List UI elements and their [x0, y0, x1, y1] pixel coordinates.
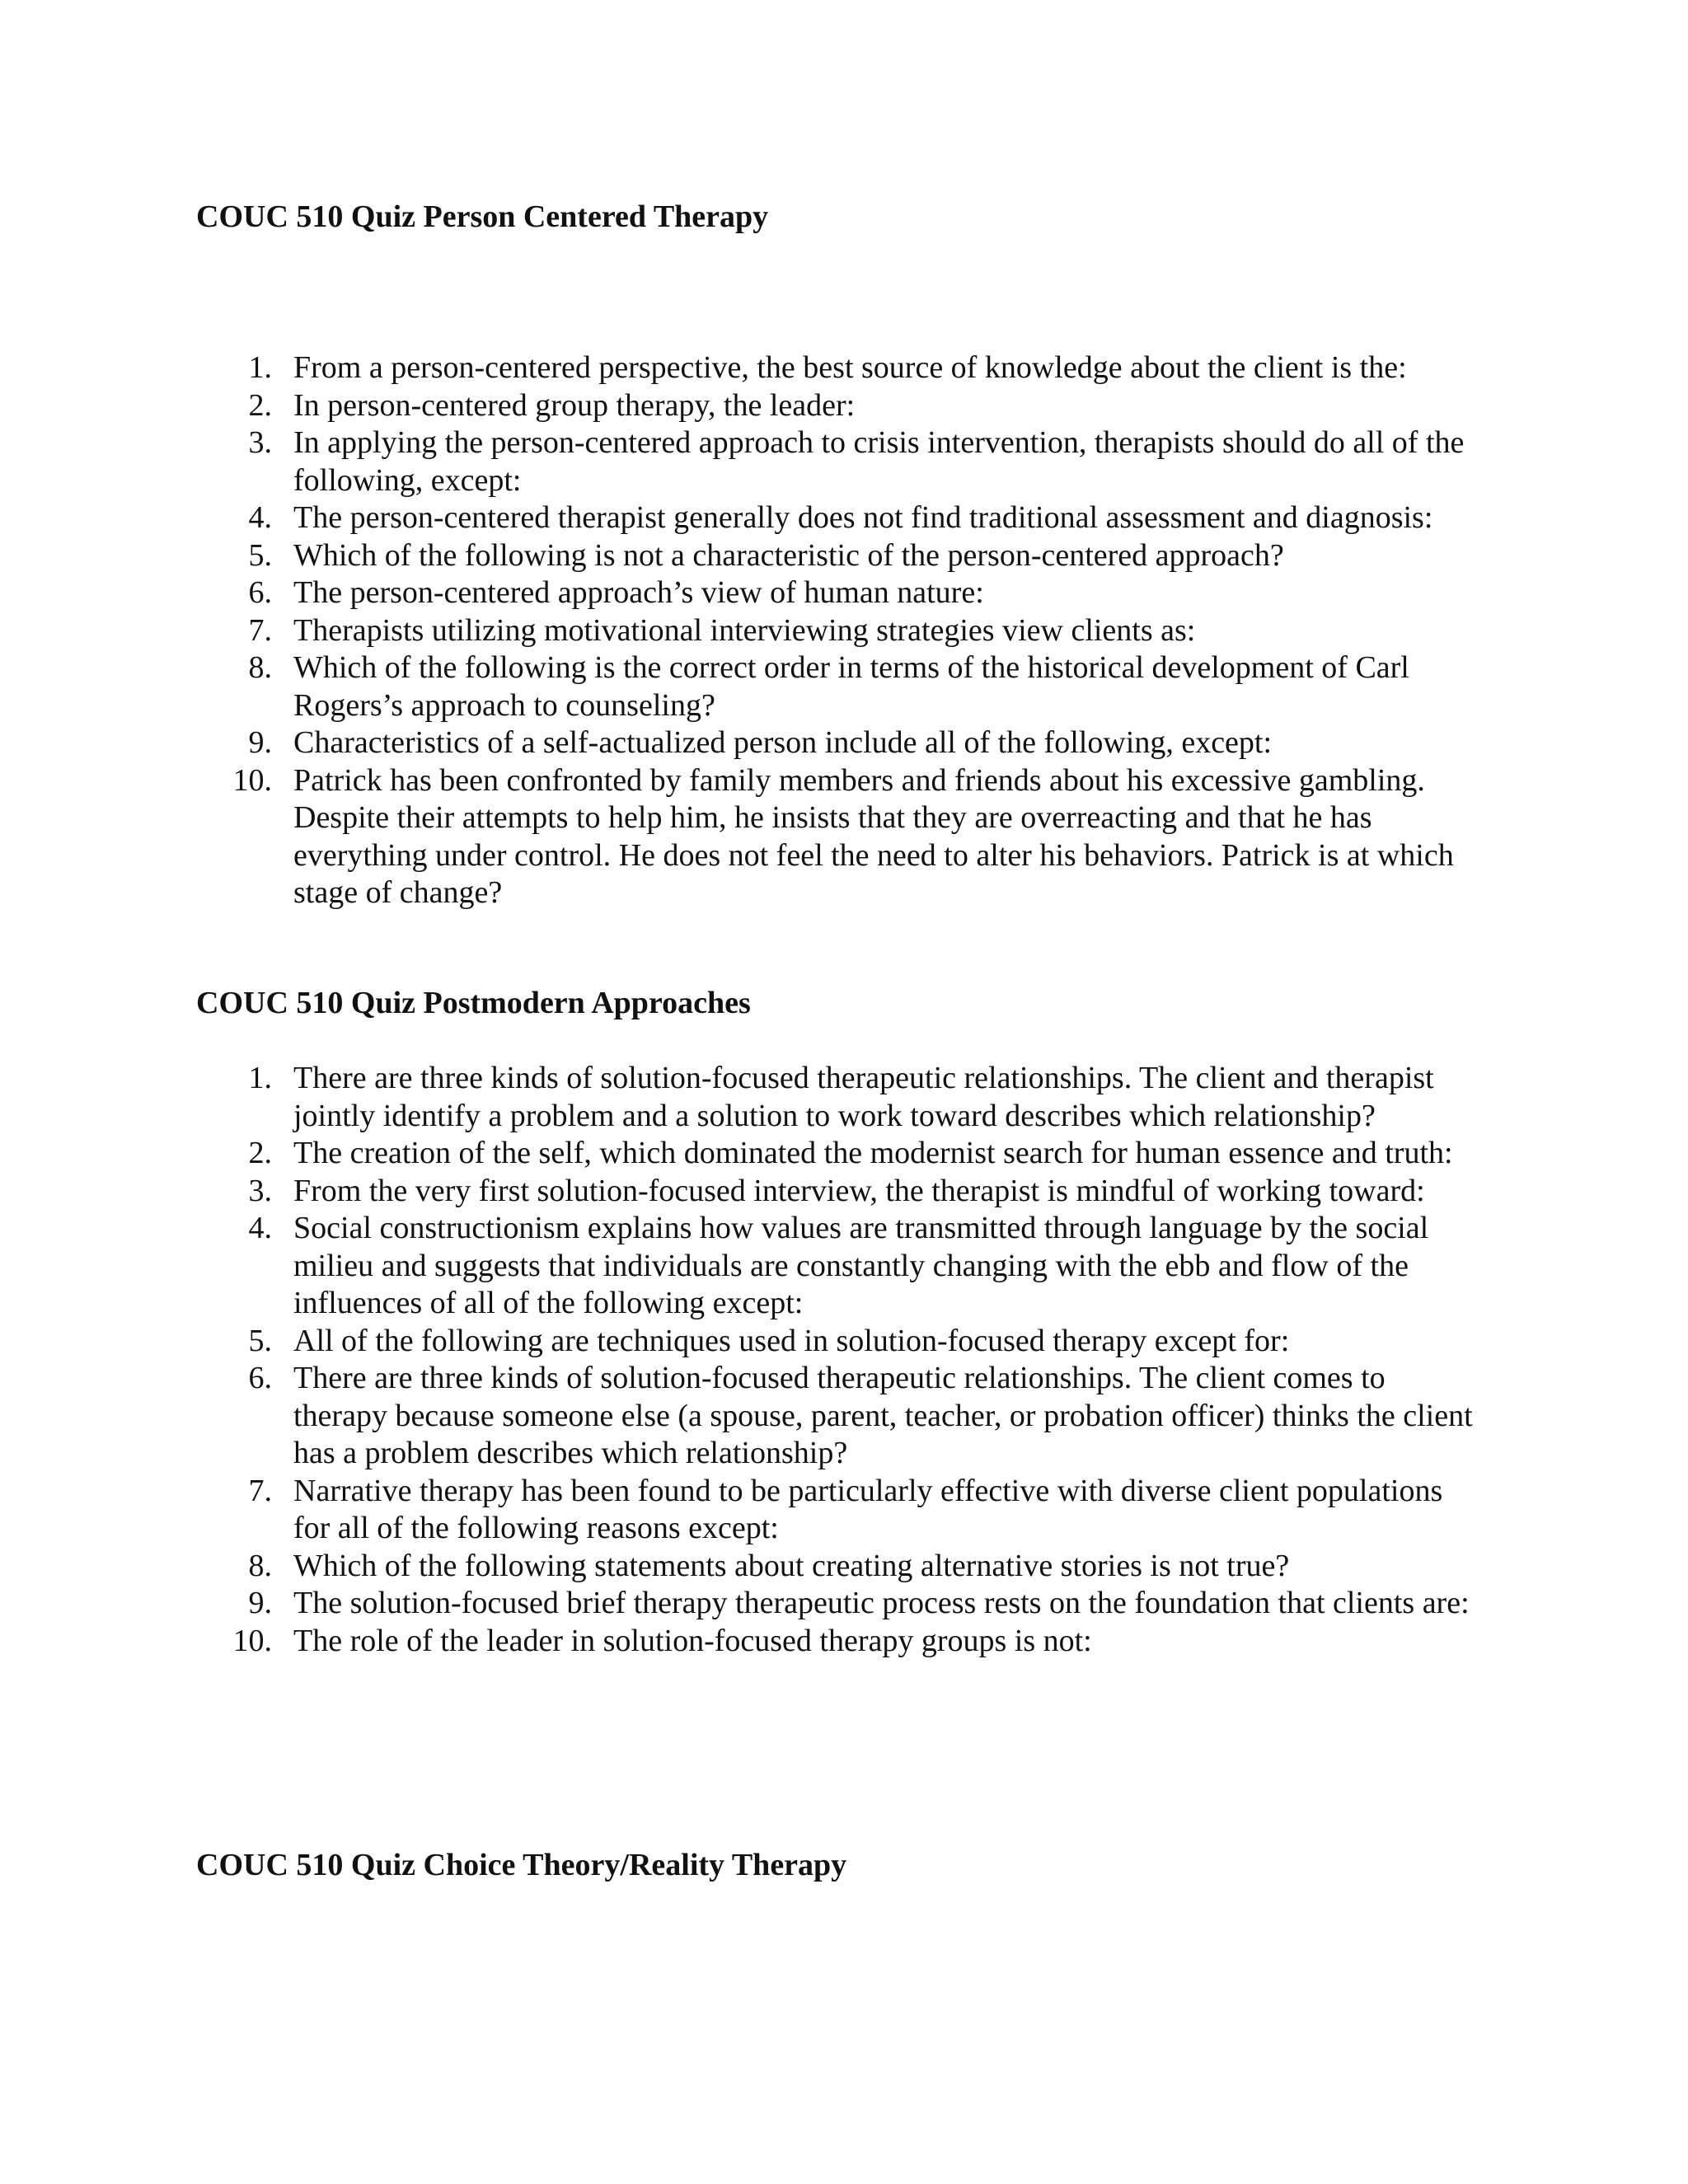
question-item	[0, 1323, 1688, 1361]
question-text: The creation of the self, which dominated the modernist search for human essence and truth:	[293, 1136, 1453, 1170]
question-text: Which of the following is not a characteristic of the person-centered approach?	[293, 537, 1284, 573]
question-item	[0, 499, 1688, 537]
question-item	[0, 387, 1688, 425]
question-item	[0, 537, 1688, 575]
question-item	[0, 1135, 1688, 1173]
question-number: 5.	[248, 1323, 272, 1358]
question-text: There are three kinds of solution-focused therapeutic relationships. The client comes to therapy because someone else (a spouse, parent, teacher, or probation officer) thinks the client has a problem describes which relationship?	[293, 1361, 1473, 1470]
question-text: Characteristics of a self-actualized person include all of the following, except:	[293, 725, 1273, 760]
question-item	[0, 724, 1688, 762]
question-text: Narrative therapy has been found to be particularly effective with diverse client populations for all of the following reasons except:	[293, 1473, 1443, 1545]
question-text: There are three kinds of solution-focused therapeutic relationships. The client and therapist jointly identify a problem and a solution to work toward describes which relationship?	[293, 1061, 1434, 1133]
question-text: In applying the person-centered approach to crisis intervention, therapists should do all of the following, except:	[293, 425, 1465, 498]
question-text: The role of the leader in solution-focused therapy groups is not:	[293, 1623, 1092, 1658]
question-number: 6.	[248, 1361, 272, 1395]
question-number: 4.	[248, 500, 272, 535]
question-list-postmodern	[0, 1060, 1688, 1660]
question-number: 2.	[248, 387, 272, 423]
section-title-postmodern: COUC 510 Quiz Postmodern Approaches	[196, 986, 751, 1020]
question-number: 1.	[248, 350, 272, 385]
question-item	[0, 1548, 1688, 1586]
question-number: 2.	[248, 1136, 272, 1170]
question-item	[0, 612, 1688, 650]
question-text: Social constructionism explains how values are transmitted through language by the social milieu and suggests that individuals are constantly changing with the ebb and flow of the influences of all of the following except:	[293, 1211, 1429, 1320]
question-number: 5.	[248, 537, 272, 573]
question-text: The person-centered therapist generally does not find traditional assessment and diagnosis:	[293, 500, 1433, 535]
question-text: Which of the following statements about creating alternative stories is not true?	[293, 1548, 1290, 1583]
question-number: 3.	[248, 425, 272, 460]
question-item	[0, 1060, 1688, 1135]
question-item	[0, 1473, 1688, 1548]
question-item	[0, 1585, 1688, 1623]
question-number: 3.	[248, 1173, 272, 1208]
question-text: Patrick has been confronted by family members and friends about his excessive gambling. Despite their attempts to help him, he insists that they are overreacting and that he has everything under control. He does not feel the need to alter his behaviors. Patrick is at which stage of change?	[293, 762, 1454, 910]
question-number: 1.	[248, 1061, 272, 1095]
question-text: From the very first solution-focused interview, the therapist is mindful of working toward:	[293, 1173, 1425, 1208]
question-item	[0, 1360, 1688, 1473]
question-number: 9.	[248, 1586, 272, 1620]
question-number: 8.	[248, 1548, 272, 1583]
question-text: From a person-centered perspective, the best source of knowledge about the client is the:	[293, 350, 1407, 385]
question-text: The solution-focused brief therapy therapeutic process rests on the foundation that clients are:	[293, 1586, 1470, 1620]
question-number: 7.	[248, 1473, 272, 1508]
question-number: 8.	[248, 650, 272, 685]
question-text: Which of the following is the correct order in terms of the historical development of Carl Rogers’s approach to counseling?	[293, 650, 1409, 723]
question-number: 10.	[232, 1623, 272, 1658]
question-number: 6.	[248, 575, 272, 610]
question-item	[0, 1623, 1688, 1661]
question-item	[0, 349, 1688, 387]
question-number: 7.	[248, 612, 272, 648]
question-number: 10.	[232, 762, 272, 798]
question-text: In person-centered group therapy, the leader:	[293, 387, 856, 423]
question-number: 9.	[248, 725, 272, 760]
question-item	[0, 574, 1688, 612]
question-item	[0, 762, 1688, 912]
question-text: All of the following are techniques used in solution-focused therapy except for:	[293, 1323, 1290, 1358]
question-number: 4.	[248, 1211, 272, 1245]
question-item	[0, 649, 1688, 724]
question-text: The person-centered approach’s view of human nature:	[293, 575, 984, 610]
section-title-choice-theory: COUC 510 Quiz Choice Theory/Reality Therapy	[196, 1848, 847, 1882]
section-title-person-centered: COUC 510 Quiz Person Centered Therapy	[196, 199, 769, 234]
question-item	[0, 1173, 1688, 1211]
question-list-person-centered	[0, 349, 1688, 912]
question-text: Therapists utilizing motivational interviewing strategies view clients as:	[293, 612, 1196, 648]
question-item	[0, 424, 1688, 499]
question-item	[0, 1210, 1688, 1323]
